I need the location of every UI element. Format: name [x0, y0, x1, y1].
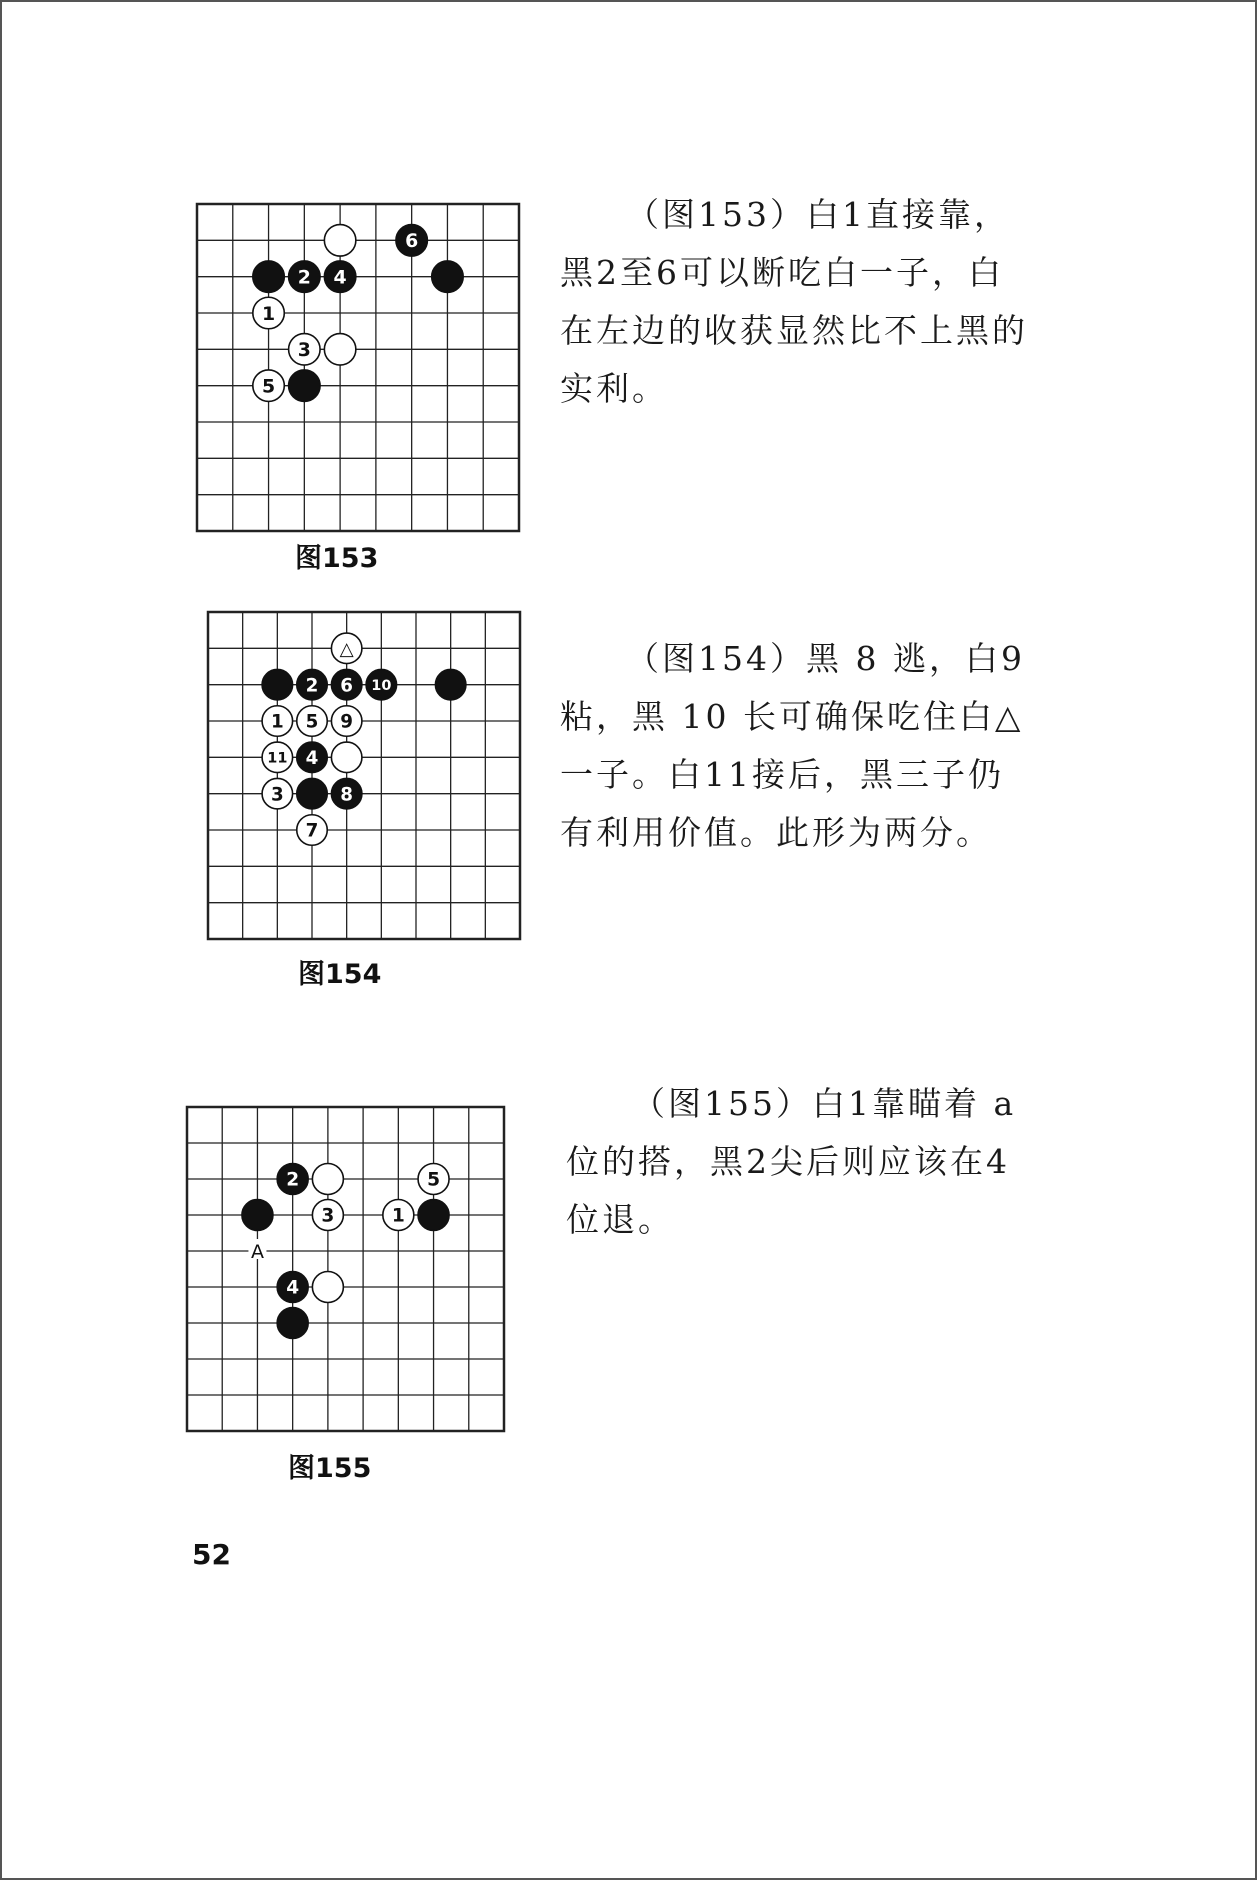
stone-label: 7	[305, 820, 319, 842]
diagram-caption-154: 图154	[298, 959, 382, 990]
stone-label: 5	[427, 1169, 441, 1191]
black-stone	[277, 1164, 308, 1195]
black-stone	[366, 669, 397, 700]
page-number: 52	[192, 1538, 231, 1571]
white-stone	[331, 706, 362, 737]
white-stone	[289, 334, 320, 365]
stone-label: 4	[286, 1277, 300, 1299]
black-stone	[418, 1200, 449, 1231]
white-stone	[312, 1272, 343, 1303]
commentary-153	[560, 186, 1030, 418]
stone-label: 4	[305, 747, 319, 769]
white-stone	[331, 742, 362, 773]
white-stone	[331, 633, 362, 664]
white-stone	[324, 334, 355, 365]
stone-label: 9	[340, 711, 354, 733]
white-stone	[312, 1200, 343, 1231]
board-mark-label: A	[250, 1241, 264, 1263]
stone-label: 1	[391, 1205, 405, 1227]
stone-label: △	[339, 638, 354, 660]
board-frame	[208, 612, 520, 939]
stone-label: 2	[297, 266, 311, 289]
black-stone	[289, 370, 320, 401]
stone-label: 8	[340, 784, 354, 806]
white-stone	[383, 1200, 414, 1231]
black-stone	[242, 1200, 273, 1231]
white-stone	[312, 1164, 343, 1195]
paragraph-154: （图154）黑 8 逃，白9粘，黑 10 长可确保吃住白△一子。白11接后，黑三子仍有利用价值。此形为两分。	[560, 639, 1025, 852]
black-stone	[297, 669, 328, 700]
go-board-153	[193, 200, 523, 535]
black-stone	[277, 1272, 308, 1303]
go-board-154	[204, 608, 524, 943]
stone-label: 3	[297, 339, 311, 362]
stone-label: 11	[267, 750, 288, 767]
paragraph-153: （图153）白1直接靠，黑2至6可以断吃白一子，白在左边的收获显然比不上黑的实利。	[560, 195, 1028, 408]
white-stone	[324, 225, 355, 256]
stone-label: 3	[270, 784, 284, 806]
black-stone	[262, 669, 293, 700]
black-stone	[331, 778, 362, 809]
stone-label: 6	[340, 675, 354, 697]
black-stone	[253, 261, 284, 292]
paragraph-155: （图155）白1靠瞄着 a 位的搭，黑2尖后则应该在4位退。	[566, 1084, 1017, 1239]
white-stone	[297, 815, 328, 846]
stone-label: 5	[261, 375, 276, 398]
black-stone	[432, 261, 463, 292]
stone-label: 2	[286, 1169, 300, 1191]
white-stone	[253, 297, 284, 328]
commentary-154	[560, 630, 1030, 862]
board-frame	[187, 1107, 504, 1431]
go-diagram-154	[204, 608, 524, 943]
stone-label: 1	[261, 302, 276, 325]
stone-label: 10	[371, 677, 392, 694]
go-diagram-153	[193, 200, 523, 535]
commentary-155	[566, 1075, 1036, 1249]
white-stone	[418, 1164, 449, 1195]
black-stone	[297, 742, 328, 773]
diagram-caption-155: 图155	[288, 1453, 372, 1484]
black-stone	[435, 669, 466, 700]
stone-label: 4	[333, 266, 347, 289]
stone-label: 3	[321, 1205, 335, 1227]
white-stone	[262, 778, 293, 809]
white-stone	[262, 742, 293, 773]
black-stone	[331, 669, 362, 700]
white-stone	[253, 370, 284, 401]
black-stone	[297, 778, 328, 809]
board-frame	[197, 204, 519, 531]
white-stone	[262, 706, 293, 737]
black-stone	[277, 1308, 308, 1339]
black-stone	[324, 261, 355, 292]
stone-label: 1	[270, 711, 284, 733]
diagram-caption-153: 图153	[295, 543, 379, 574]
stone-label: 6	[405, 230, 419, 253]
black-stone	[289, 261, 320, 292]
stone-label: 5	[305, 711, 319, 733]
go-diagram-155	[183, 1103, 508, 1435]
stone-label: 2	[305, 675, 319, 697]
white-stone	[297, 706, 328, 737]
black-stone	[396, 225, 427, 256]
go-board-155	[183, 1103, 508, 1435]
